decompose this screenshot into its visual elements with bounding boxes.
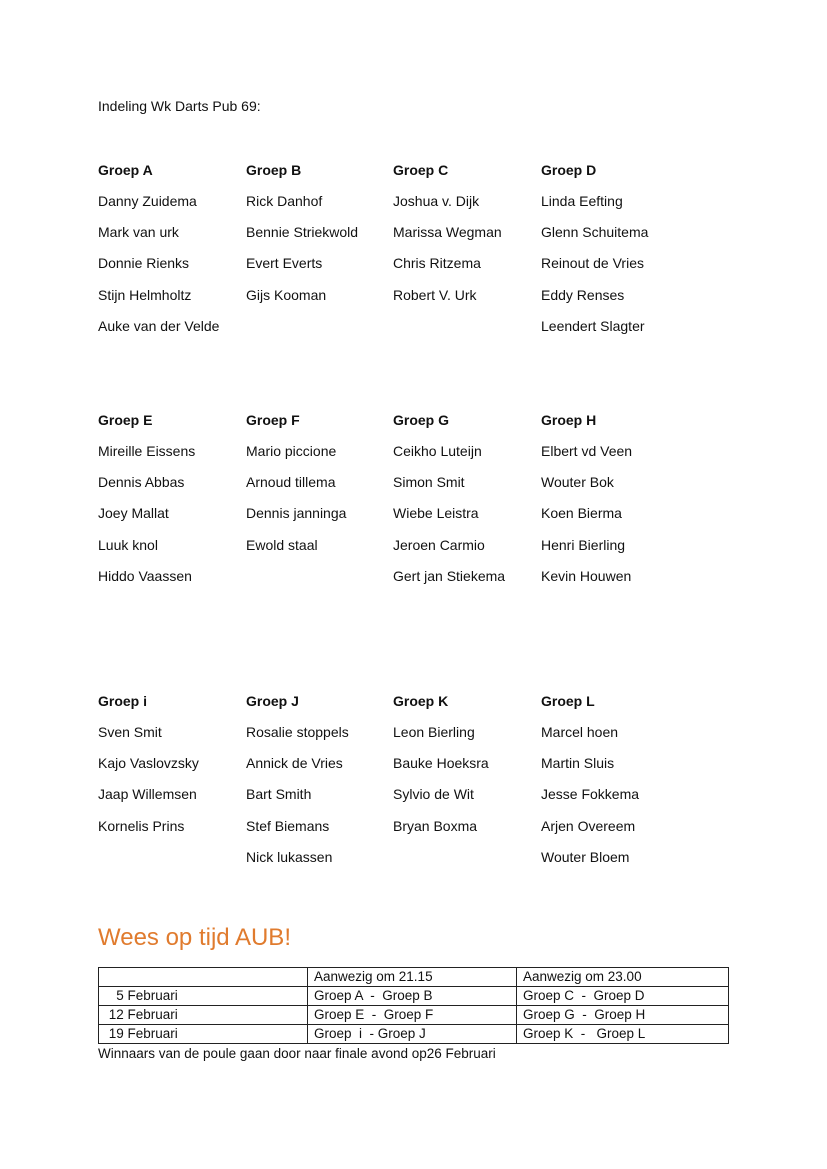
group-member: Wouter Bloem bbox=[541, 848, 630, 865]
group-member: Bennie Striekwold bbox=[246, 224, 359, 241]
group-member: Stef Biemans bbox=[246, 817, 330, 834]
group-member: Sven Smit bbox=[98, 724, 162, 740]
group-member: Evert Everts bbox=[246, 255, 323, 272]
group-member: Wiebe Leistra bbox=[393, 505, 479, 522]
on-time-warning: Wees op tijd AUB! bbox=[98, 924, 291, 951]
group-member: Annick de Vries bbox=[246, 755, 343, 772]
group-member: Danny Zuidema bbox=[98, 193, 197, 209]
group-member: Sylvio de Wit bbox=[393, 786, 474, 803]
group-member: Chris Ritzema bbox=[393, 255, 481, 272]
group-member: Leendert Slagter bbox=[541, 317, 645, 334]
group-member: Rosalie stoppels bbox=[246, 724, 349, 740]
group-member: Glenn Schuitema bbox=[541, 224, 649, 241]
schedule-header-cell: Aanwezig om 21.15 bbox=[308, 968, 517, 987]
group-title: Groep H bbox=[541, 412, 597, 428]
group-member: Auke van der Velde bbox=[98, 317, 220, 334]
schedule-cell: Groep E - Groep F bbox=[308, 1006, 517, 1025]
group-title: Groep A bbox=[98, 162, 153, 178]
group-member: Gert jan Stiekema bbox=[393, 567, 506, 584]
group-member: Koen Bierma bbox=[541, 505, 622, 522]
group-member: Elbert vd Veen bbox=[541, 443, 633, 459]
group-member: Arnoud tillema bbox=[246, 474, 336, 491]
group-member: Luuk knol bbox=[98, 536, 158, 553]
group-title: Groep J bbox=[246, 693, 299, 709]
group-i bbox=[98, 691, 243, 847]
group-title: Groep i bbox=[98, 693, 148, 709]
group-c bbox=[393, 160, 538, 316]
group-title: Groep B bbox=[246, 162, 302, 178]
group-member: Jesse Fokkema bbox=[541, 786, 640, 803]
schedule-row bbox=[99, 987, 729, 1006]
group-member: Arjen Overeem bbox=[541, 817, 636, 834]
group-member: Martin Sluis bbox=[541, 755, 615, 772]
schedule-header-cell: Aanwezig om 23.00 bbox=[517, 968, 729, 987]
schedule-header-row bbox=[99, 968, 729, 987]
group-member: Mireille Eissens bbox=[98, 443, 196, 459]
schedule-row bbox=[99, 1025, 729, 1044]
group-a bbox=[98, 160, 243, 347]
schedule-cell: Groep A - Groep B bbox=[308, 987, 517, 1006]
group-member: Joshua v. Dijk bbox=[393, 193, 480, 209]
group-member: Kornelis Prins bbox=[98, 817, 185, 834]
group-d bbox=[541, 160, 686, 347]
group-title: Groep E bbox=[98, 412, 153, 428]
group-title: Groep D bbox=[541, 162, 597, 178]
group-member: Reinout de Vries bbox=[541, 255, 644, 272]
group-member: Henri Bierling bbox=[541, 536, 626, 553]
group-j bbox=[246, 691, 391, 878]
group-member: Nick lukassen bbox=[246, 848, 333, 865]
group-member: Mario piccione bbox=[246, 443, 337, 459]
group-member: Marcel hoen bbox=[541, 724, 619, 740]
group-member: Bryan Boxma bbox=[393, 817, 478, 834]
group-h bbox=[541, 410, 686, 597]
schedule-cell: Groep i - Groep J bbox=[308, 1025, 517, 1044]
group-member: Joey Mallat bbox=[98, 505, 169, 522]
schedule-date-cell: 5 Februari bbox=[99, 987, 308, 1006]
document-intro: Indeling Wk Darts Pub 69: bbox=[98, 98, 261, 114]
schedule-date-cell: 19 Februari bbox=[99, 1025, 308, 1044]
group-member: Robert V. Urk bbox=[393, 286, 477, 303]
finals-note: Winnaars van de poule gaan door naar finale avond op26 Februari bbox=[98, 1046, 496, 1061]
group-k bbox=[393, 691, 538, 847]
group-title: Groep L bbox=[541, 693, 595, 709]
schedule-cell: Groep K - Groep L bbox=[517, 1025, 729, 1044]
group-member: Bauke Hoeksra bbox=[393, 755, 489, 772]
group-member: Linda Eefting bbox=[541, 193, 623, 209]
group-member: Wouter Bok bbox=[541, 474, 614, 491]
group-member: Dennis janninga bbox=[246, 505, 347, 522]
group-member: Bart Smith bbox=[246, 786, 312, 803]
group-title: Groep K bbox=[393, 693, 449, 709]
group-g bbox=[393, 410, 538, 597]
group-member: Simon Smit bbox=[393, 474, 465, 491]
group-member: Mark van urk bbox=[98, 224, 179, 241]
group-title: Groep G bbox=[393, 412, 450, 428]
group-f bbox=[246, 410, 391, 566]
schedule-table bbox=[98, 967, 729, 1044]
group-title: Groep C bbox=[393, 162, 449, 178]
group-b bbox=[246, 160, 391, 316]
schedule-cell: Groep G - Groep H bbox=[517, 1006, 729, 1025]
schedule-header-cell bbox=[99, 968, 308, 987]
group-member: Kevin Houwen bbox=[541, 567, 632, 584]
schedule-date-cell: 12 Februari bbox=[99, 1006, 308, 1025]
group-member: Ceikho Luteijn bbox=[393, 443, 482, 459]
group-member: Stijn Helmholtz bbox=[98, 286, 192, 303]
group-member: Leon Bierling bbox=[393, 724, 475, 740]
group-member: Jeroen Carmio bbox=[393, 536, 485, 553]
schedule-row bbox=[99, 1006, 729, 1025]
group-member: Dennis Abbas bbox=[98, 474, 185, 491]
group-member: Donnie Rienks bbox=[98, 255, 190, 272]
group-member: Marissa Wegman bbox=[393, 224, 502, 241]
group-l bbox=[541, 691, 686, 878]
group-member: Rick Danhof bbox=[246, 193, 323, 209]
schedule-cell: Groep C - Groep D bbox=[517, 987, 729, 1006]
group-title: Groep F bbox=[246, 412, 300, 428]
group-member: Gijs Kooman bbox=[246, 286, 327, 303]
group-member: Kajo Vaslovzsky bbox=[98, 755, 199, 772]
group-member: Eddy Renses bbox=[541, 286, 625, 303]
group-e bbox=[98, 410, 243, 597]
group-member: Hiddo Vaassen bbox=[98, 567, 192, 584]
group-member: Jaap Willemsen bbox=[98, 786, 197, 803]
group-member: Ewold staal bbox=[246, 536, 318, 553]
